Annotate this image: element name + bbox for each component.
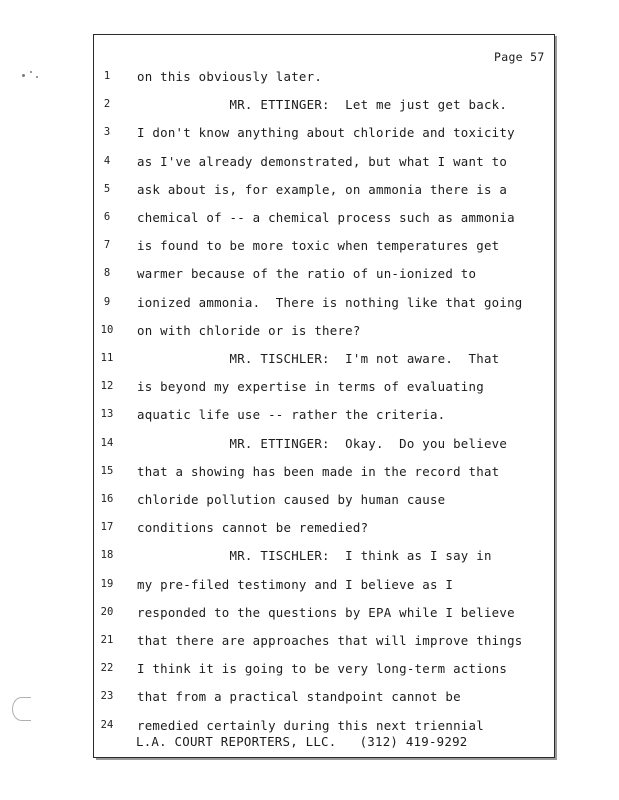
transcript-line: conditions cannot be remedied? (137, 520, 369, 535)
line-number: 21 (100, 634, 114, 646)
transcript-line: MR. TISCHLER: I'm not aware. That (137, 351, 500, 366)
line-number: 22 (100, 662, 114, 674)
line-number: 24 (100, 719, 114, 731)
transcript-line: is beyond my expertise in terms of evaluating (137, 379, 484, 394)
transcript-line: remedied certainly during this next triennial (137, 718, 484, 733)
transcript-line: on with chloride or is there? (137, 323, 361, 338)
transcript-line: as I've already demonstrated, but what I want to (137, 154, 508, 169)
scan-speck (36, 76, 38, 78)
transcript-line: that there are approaches that will improve things (137, 633, 523, 648)
line-number: 2 (103, 98, 111, 110)
line-number: 18 (100, 549, 114, 561)
transcript-line: responded to the questions by EPA while I believe (137, 605, 515, 620)
line-number: 8 (103, 267, 111, 279)
line-number: 23 (100, 690, 114, 702)
page-number-header: Page 57 (494, 50, 545, 64)
line-number: 12 (100, 380, 114, 392)
line-number: 1 (103, 70, 111, 82)
scan-speck (30, 71, 32, 73)
line-number: 10 (100, 324, 114, 336)
line-number: 15 (100, 465, 114, 477)
line-number: 19 (100, 578, 114, 590)
transcript-line: MR. ETTINGER: Okay. Do you believe (137, 436, 508, 451)
transcript-line: my pre-filed testimony and I believe as I (137, 577, 454, 592)
line-number: 11 (100, 352, 114, 364)
line-number: 17 (100, 521, 114, 533)
transcript-line: ask about is, for example, on ammonia there is a (137, 182, 508, 197)
transcript-line: is found to be more toxic when temperatures get (137, 238, 500, 253)
scan-margin-mark (12, 697, 31, 721)
line-number: 14 (100, 437, 114, 449)
transcript-line: aquatic life use -- rather the criteria. (137, 407, 446, 422)
transcript-line: warmer because of the ratio of un-ionized to (137, 266, 477, 281)
line-number: 13 (100, 408, 114, 420)
transcript-line: MR. TISCHLER: I think as I say in (137, 548, 492, 563)
transcript-line: I don't know anything about chloride and toxicity (137, 125, 515, 140)
line-number: 16 (100, 493, 114, 505)
transcript-page-border (93, 34, 555, 758)
line-number: 20 (100, 606, 114, 618)
transcript-line: that from a practical standpoint cannot be (137, 689, 461, 704)
page-shadow-bottom (96, 758, 556, 760)
transcript-line: chloride pollution caused by human cause (137, 492, 446, 507)
transcript-line: ionized ammonia. There is nothing like that going (137, 295, 523, 310)
transcript-line: that a showing has been made in the record that (137, 464, 500, 479)
transcript-line: I think it is going to be very long-term actions (137, 661, 508, 676)
transcript-line: MR. ETTINGER: Let me just get back. (137, 97, 508, 112)
transcript-line: chemical of -- a chemical process such as ammonia (137, 210, 515, 225)
line-number: 4 (103, 155, 111, 167)
line-number: 5 (103, 183, 111, 195)
scan-speck (22, 74, 25, 77)
reporter-footer: L.A. COURT REPORTERS, LLC. (312) 419-9292 (136, 734, 468, 749)
line-number: 6 (103, 211, 111, 223)
line-number: 9 (103, 296, 111, 308)
transcript-line: on this obviously later. (137, 69, 323, 84)
line-number: 3 (103, 126, 111, 138)
line-number: 7 (103, 239, 111, 251)
page-shadow-right (555, 36, 557, 760)
